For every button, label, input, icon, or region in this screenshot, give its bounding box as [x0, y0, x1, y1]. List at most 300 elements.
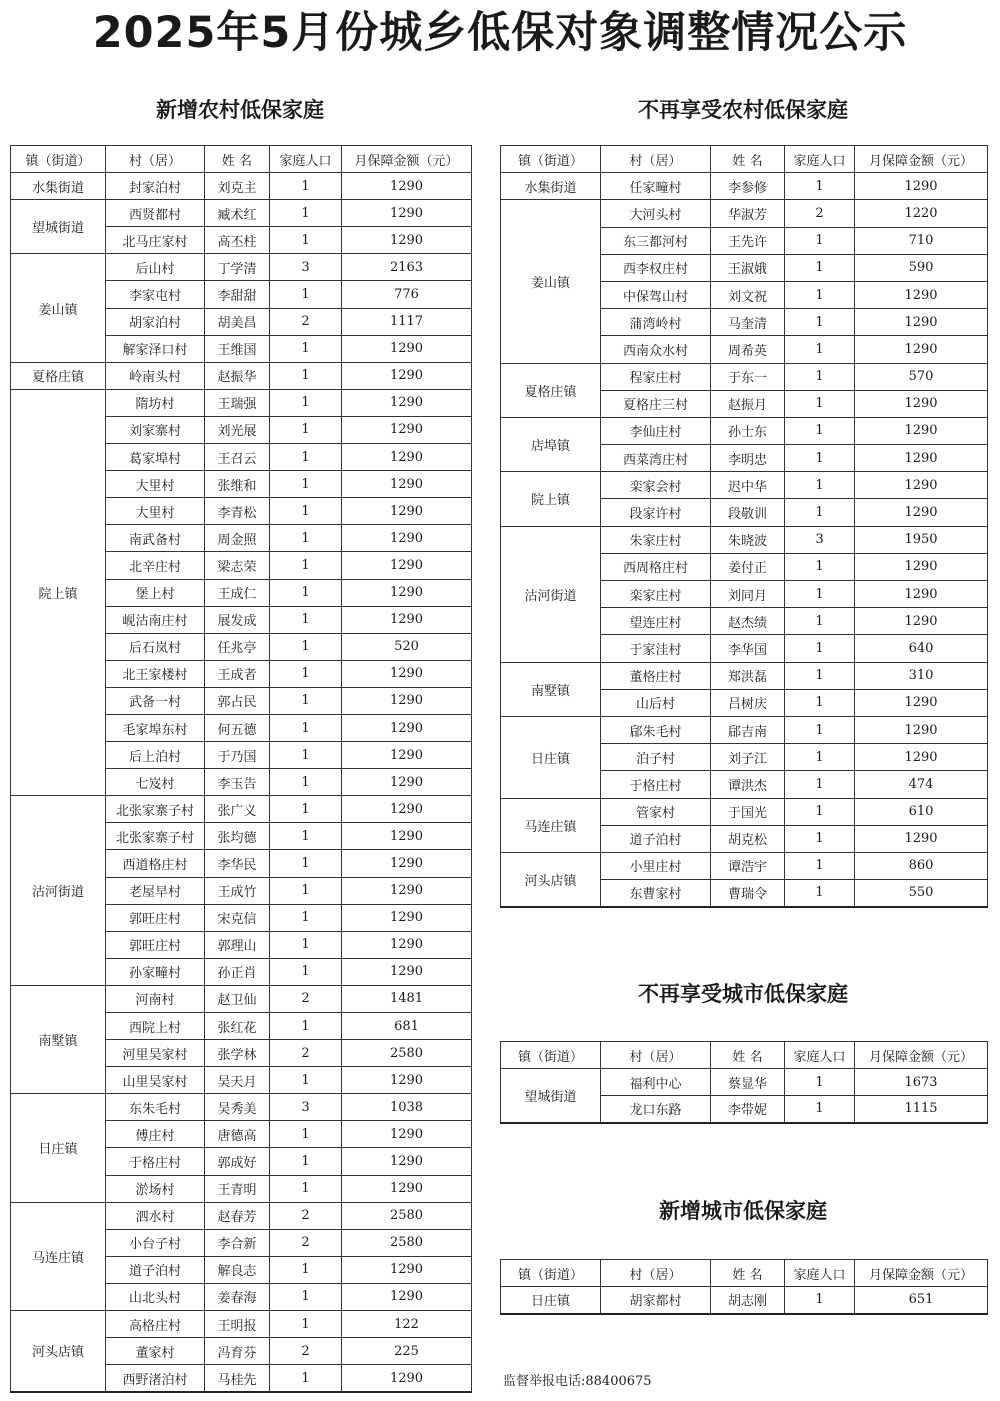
name-cell: 王淑娥: [711, 254, 785, 281]
village-cell: 封家泊村: [106, 173, 205, 200]
section-title-removed-urban: 不再享受城市低保家庭: [638, 982, 848, 1006]
name-cell: 展发成: [205, 606, 270, 633]
family-size-cell: 1: [785, 608, 855, 635]
column-header: 家庭人口: [785, 1260, 855, 1287]
village-cell: 福利中心: [601, 1069, 711, 1096]
amount-cell: 1290: [855, 608, 988, 635]
name-cell: 刘子江: [711, 744, 785, 771]
village-cell: 东三都河村: [601, 227, 711, 254]
village-cell: 孙家疃村: [106, 958, 205, 985]
village-cell: 南武备村: [106, 525, 205, 552]
village-cell: 李仙庄村: [601, 417, 711, 444]
amount-cell: 1290: [342, 552, 472, 579]
family-size-cell: 1: [270, 200, 342, 227]
village-cell: 傅庄村: [106, 1121, 205, 1148]
amount-cell: 1290: [342, 335, 472, 362]
column-header: 月保障金额（元）: [855, 146, 988, 173]
name-cell: 解良志: [205, 1256, 270, 1283]
town-cell: 日庄镇: [501, 716, 601, 798]
table-row: [11, 362, 472, 389]
family-size-cell: 1: [785, 716, 855, 743]
village-cell: 朱家庄村: [601, 526, 711, 553]
amount-cell: 1290: [342, 1148, 472, 1175]
table-row: [501, 852, 988, 879]
village-cell: 西李权庄村: [601, 254, 711, 281]
amount-cell: 1290: [342, 1121, 472, 1148]
name-cell: 刘同月: [711, 581, 785, 608]
amount-cell: 1290: [342, 742, 472, 769]
table-row: [501, 526, 988, 553]
name-cell: 王瑞强: [205, 389, 270, 416]
amount-cell: 1290: [342, 525, 472, 552]
family-size-cell: 1: [785, 880, 855, 907]
amount-cell: 1290: [855, 445, 988, 472]
amount-cell: 1290: [342, 769, 472, 796]
column-header: 村（居）: [601, 146, 711, 173]
table-row: [11, 1202, 472, 1229]
family-size-cell: 1: [270, 958, 342, 985]
village-cell: 郭旺庄村: [106, 904, 205, 931]
amount-cell: 1290: [342, 904, 472, 931]
village-cell: 解家泽口村: [106, 335, 205, 362]
village-cell: 山里吴家村: [106, 1067, 205, 1094]
name-cell: 张广义: [205, 796, 270, 823]
family-size-cell: 1: [270, 931, 342, 958]
name-cell: 谭洪杰: [711, 771, 785, 798]
amount-cell: 1290: [855, 825, 988, 852]
name-cell: 李明忠: [711, 445, 785, 472]
amount-cell: 570: [855, 363, 988, 390]
village-cell: 岭南头村: [106, 362, 205, 389]
village-cell: 北马庄家村: [106, 227, 205, 254]
name-cell: 赵春芳: [205, 1202, 270, 1229]
family-size-cell: 1: [785, 390, 855, 417]
village-cell: 北张家寨子村: [106, 796, 205, 823]
amount-cell: 1290: [342, 958, 472, 985]
family-size-cell: 1: [270, 796, 342, 823]
family-size-cell: 1: [270, 416, 342, 443]
family-size-cell: 1: [270, 769, 342, 796]
family-size-cell: 1: [270, 1067, 342, 1094]
village-cell: 西周格庄村: [601, 553, 711, 580]
name-cell: 张均德: [205, 823, 270, 850]
table-row: [501, 798, 988, 825]
amount-cell: 1290: [342, 389, 472, 416]
town-cell: 马连庄镇: [501, 798, 601, 852]
amount-cell: 1290: [855, 309, 988, 336]
name-cell: 高丕柱: [205, 227, 270, 254]
village-cell: 西野渚泊村: [106, 1365, 205, 1392]
table-row: [501, 716, 988, 743]
table-row: [501, 363, 988, 390]
amount-cell: 2580: [342, 1202, 472, 1229]
name-cell: 何五德: [205, 714, 270, 741]
family-size-cell: 1: [270, 525, 342, 552]
name-cell: 胡志刚: [711, 1287, 785, 1314]
village-cell: 李家屯村: [106, 281, 205, 308]
village-cell: 西菜湾庄村: [601, 445, 711, 472]
name-cell: 刘光展: [205, 416, 270, 443]
town-cell: 南墅镇: [501, 662, 601, 716]
name-cell: 周金照: [205, 525, 270, 552]
amount-cell: 860: [855, 852, 988, 879]
amount-cell: 225: [342, 1338, 472, 1365]
name-cell: 任兆亭: [205, 633, 270, 660]
name-cell: 刘克主: [205, 173, 270, 200]
village-cell: 管家村: [601, 798, 711, 825]
amount-cell: 1290: [855, 499, 988, 526]
family-size-cell: 3: [270, 1094, 342, 1121]
family-size-cell: 1: [785, 417, 855, 444]
village-cell: 大里村: [106, 498, 205, 525]
table-row: [501, 1287, 988, 1314]
name-cell: 郭成好: [205, 1148, 270, 1175]
name-cell: 于国光: [711, 798, 785, 825]
family-size-cell: 1: [270, 1311, 342, 1338]
village-cell: 西道格庄村: [106, 850, 205, 877]
family-size-cell: 1: [270, 823, 342, 850]
name-cell: 唐德高: [205, 1121, 270, 1148]
town-cell: 日庄镇: [11, 1094, 106, 1202]
family-size-cell: 1: [270, 606, 342, 633]
village-cell: 大河头村: [601, 200, 711, 227]
family-size-cell: 1: [785, 825, 855, 852]
amount-cell: 1290: [855, 281, 988, 308]
name-cell: 王成竹: [205, 877, 270, 904]
village-cell: 中保驾山村: [601, 281, 711, 308]
amount-cell: 1290: [342, 362, 472, 389]
table-row: [501, 200, 988, 227]
amount-cell: 122: [342, 1311, 472, 1338]
amount-cell: 1115: [855, 1096, 988, 1123]
town-cell: 南墅镇: [11, 985, 106, 1093]
name-cell: 郭理山: [205, 931, 270, 958]
village-cell: 段家许村: [601, 499, 711, 526]
village-cell: 栾家庄村: [601, 581, 711, 608]
amount-cell: 1290: [342, 173, 472, 200]
family-size-cell: 3: [785, 526, 855, 553]
name-cell: 宋克信: [205, 904, 270, 931]
family-size-cell: 1: [785, 689, 855, 716]
column-header: 镇（街道）: [501, 1260, 601, 1287]
family-size-cell: 1: [785, 281, 855, 308]
family-size-cell: 1: [270, 850, 342, 877]
family-size-cell: 1: [270, 1283, 342, 1310]
family-size-cell: 1: [270, 389, 342, 416]
amount-cell: 1290: [342, 606, 472, 633]
section-title-new-rural: 新增农村低保家庭: [156, 98, 324, 122]
family-size-cell: 1: [270, 1148, 342, 1175]
amount-cell: 1290: [855, 553, 988, 580]
village-cell: 于格庄村: [106, 1148, 205, 1175]
family-size-cell: 1: [270, 1175, 342, 1202]
amount-cell: 1290: [342, 1283, 472, 1310]
amount-cell: 1481: [342, 985, 472, 1012]
amount-cell: 1290: [342, 714, 472, 741]
family-size-cell: 1: [270, 444, 342, 471]
name-cell: 李青松: [205, 498, 270, 525]
column-header: 村（居）: [106, 146, 205, 173]
name-cell: 王维国: [205, 335, 270, 362]
amount-cell: 550: [855, 880, 988, 907]
amount-cell: 474: [855, 771, 988, 798]
name-cell: 赵杰绩: [711, 608, 785, 635]
family-size-cell: 1: [785, 852, 855, 879]
amount-cell: 1038: [342, 1094, 472, 1121]
village-cell: 葛家埠村: [106, 444, 205, 471]
table-row: [501, 662, 988, 689]
village-cell: 董格庄村: [601, 662, 711, 689]
name-cell: 华淑芳: [711, 200, 785, 227]
table-row: [11, 1094, 472, 1121]
village-cell: 刘家寨村: [106, 416, 205, 443]
family-size-cell: 1: [270, 335, 342, 362]
village-cell: 山后村: [601, 689, 711, 716]
section-title-removed-rural: 不再享受农村低保家庭: [638, 98, 848, 122]
village-cell: 武备一村: [106, 687, 205, 714]
column-header: 家庭人口: [785, 1042, 855, 1069]
table-row: [501, 472, 988, 499]
table-row: [11, 389, 472, 416]
family-size-cell: 2: [270, 1338, 342, 1365]
village-cell: 老屋早村: [106, 877, 205, 904]
family-size-cell: 1: [785, 744, 855, 771]
name-cell: 孙正肖: [205, 958, 270, 985]
village-cell: 任家疃村: [601, 173, 711, 200]
amount-cell: 2580: [342, 1040, 472, 1067]
amount-cell: 590: [855, 254, 988, 281]
amount-cell: 1290: [342, 498, 472, 525]
family-size-cell: 1: [270, 714, 342, 741]
village-cell: 山北头村: [106, 1283, 205, 1310]
family-size-cell: 1: [270, 552, 342, 579]
name-cell: 李合新: [205, 1229, 270, 1256]
name-cell: 李带妮: [711, 1096, 785, 1123]
column-header: 姓 名: [711, 146, 785, 173]
table-row: [501, 173, 988, 200]
amount-cell: 1673: [855, 1069, 988, 1096]
family-size-cell: 1: [270, 579, 342, 606]
village-cell: 郭旺庄村: [106, 931, 205, 958]
family-size-cell: 1: [270, 173, 342, 200]
town-cell: 河头店镇: [11, 1311, 106, 1392]
village-cell: 胡家泊村: [106, 308, 205, 335]
amount-cell: 1220: [855, 200, 988, 227]
table-row: [11, 254, 472, 281]
town-cell: 河头店镇: [501, 852, 601, 906]
town-cell: 日庄镇: [501, 1287, 601, 1314]
amount-cell: 1290: [342, 1365, 472, 1392]
town-cell: 姜山镇: [501, 200, 601, 363]
village-cell: 董家村: [106, 1338, 205, 1365]
column-header: 家庭人口: [270, 146, 342, 173]
family-size-cell: 1: [785, 1287, 855, 1314]
column-header: 家庭人口: [785, 146, 855, 173]
amount-cell: 1290: [855, 744, 988, 771]
family-size-cell: 1: [785, 173, 855, 200]
name-cell: 李华国: [711, 635, 785, 662]
family-size-cell: 1: [270, 1121, 342, 1148]
family-size-cell: 1: [785, 363, 855, 390]
amount-cell: 1290: [342, 796, 472, 823]
town-cell: 姜山镇: [11, 254, 106, 362]
name-cell: 段敬训: [711, 499, 785, 526]
family-size-cell: 1: [785, 581, 855, 608]
amount-cell: 2580: [342, 1229, 472, 1256]
family-size-cell: 1: [785, 771, 855, 798]
header-row: [501, 1042, 988, 1069]
column-header: 姓 名: [711, 1042, 785, 1069]
amount-cell: 1290: [342, 444, 472, 471]
village-cell: 北辛庄村: [106, 552, 205, 579]
family-size-cell: 1: [270, 742, 342, 769]
name-cell: 马桂先: [205, 1365, 270, 1392]
name-cell: 张学林: [205, 1040, 270, 1067]
family-size-cell: 1: [785, 336, 855, 363]
village-cell: 龙口东路: [601, 1096, 711, 1123]
family-size-cell: 1: [785, 798, 855, 825]
town-cell: 夏格庄镇: [501, 363, 601, 417]
amount-cell: 2163: [342, 254, 472, 281]
village-cell: 后石岚村: [106, 633, 205, 660]
name-cell: 冯育芬: [205, 1338, 270, 1365]
amount-cell: 1290: [342, 227, 472, 254]
name-cell: 张维和: [205, 471, 270, 498]
family-size-cell: 1: [270, 1256, 342, 1283]
town-cell: 马连庄镇: [11, 1202, 106, 1310]
amount-cell: 1290: [342, 1175, 472, 1202]
village-cell: 北张家寨子村: [106, 823, 205, 850]
family-size-cell: 1: [785, 227, 855, 254]
name-cell: 姜付正: [711, 553, 785, 580]
family-size-cell: 1: [785, 254, 855, 281]
name-cell: 王成者: [205, 660, 270, 687]
village-cell: 于家洼村: [601, 635, 711, 662]
family-size-cell: 1: [270, 1365, 342, 1392]
village-cell: 河南村: [106, 985, 205, 1012]
name-cell: 胡克松: [711, 825, 785, 852]
column-header: 月保障金额（元）: [855, 1260, 988, 1287]
name-cell: 孙士东: [711, 417, 785, 444]
name-cell: 吕树庆: [711, 689, 785, 716]
village-cell: 程家庄村: [601, 363, 711, 390]
amount-cell: 1290: [342, 416, 472, 443]
name-cell: 赵振月: [711, 390, 785, 417]
amount-cell: 1290: [855, 716, 988, 743]
name-cell: 梁志荣: [205, 552, 270, 579]
name-cell: 王先许: [711, 227, 785, 254]
village-cell: 隋坊村: [106, 389, 205, 416]
village-cell: 于格庄村: [601, 771, 711, 798]
family-size-cell: 1: [785, 1096, 855, 1123]
family-size-cell: 1: [270, 281, 342, 308]
town-cell: 望城街道: [11, 200, 106, 254]
amount-cell: 710: [855, 227, 988, 254]
family-size-cell: 1: [785, 635, 855, 662]
village-cell: 泊子村: [601, 744, 711, 771]
name-cell: 臧术红: [205, 200, 270, 227]
town-cell: 院上镇: [501, 472, 601, 526]
village-cell: 堡上村: [106, 579, 205, 606]
town-cell: 水集街道: [501, 173, 601, 200]
village-cell: 东朱毛村: [106, 1094, 205, 1121]
village-cell: 胡家都村: [601, 1287, 711, 1314]
village-cell: 小台子村: [106, 1229, 205, 1256]
table-row: [11, 985, 472, 1012]
town-cell: 沽河街道: [11, 796, 106, 986]
name-cell: 周希英: [711, 336, 785, 363]
village-cell: 毛家埠东村: [106, 714, 205, 741]
family-size-cell: 1: [270, 687, 342, 714]
family-size-cell: 1: [270, 1013, 342, 1040]
amount-cell: 1290: [855, 689, 988, 716]
table-row: [11, 200, 472, 227]
name-cell: 于乃国: [205, 742, 270, 769]
name-cell: 李玉告: [205, 769, 270, 796]
name-cell: 姜春海: [205, 1283, 270, 1310]
name-cell: 丁学清: [205, 254, 270, 281]
village-cell: 西贤都村: [106, 200, 205, 227]
village-cell: 七岌村: [106, 769, 205, 796]
amount-cell: 1290: [342, 1256, 472, 1283]
village-cell: 道子泊村: [601, 825, 711, 852]
column-header: 月保障金额（元）: [342, 146, 472, 173]
amount-cell: 1290: [855, 390, 988, 417]
family-size-cell: 1: [785, 472, 855, 499]
name-cell: 郭占民: [205, 687, 270, 714]
village-cell: 北王家楼村: [106, 660, 205, 687]
name-cell: 王青明: [205, 1175, 270, 1202]
village-cell: 淤场村: [106, 1175, 205, 1202]
family-size-cell: 2: [270, 1229, 342, 1256]
family-size-cell: 1: [785, 553, 855, 580]
amount-cell: 1950: [855, 526, 988, 553]
name-cell: 郑洪磊: [711, 662, 785, 689]
page-title: 2025年5月份城乡低保对象调整情况公示: [92, 8, 908, 58]
name-cell: 张红花: [205, 1013, 270, 1040]
table-removed-rural: [500, 145, 988, 908]
family-size-cell: 1: [270, 660, 342, 687]
section-title-new-urban: 新增城市低保家庭: [659, 1199, 827, 1223]
amount-cell: 1290: [342, 687, 472, 714]
family-size-cell: 1: [785, 309, 855, 336]
family-size-cell: 1: [270, 498, 342, 525]
name-cell: 赵卫仙: [205, 985, 270, 1012]
amount-cell: 1290: [342, 660, 472, 687]
table-row: [11, 796, 472, 823]
name-cell: 吴天月: [205, 1067, 270, 1094]
name-cell: 刘文祝: [711, 281, 785, 308]
amount-cell: 1117: [342, 308, 472, 335]
amount-cell: 520: [342, 633, 472, 660]
village-cell: 河里吴家村: [106, 1040, 205, 1067]
town-cell: 夏格庄镇: [11, 362, 106, 389]
amount-cell: 1290: [342, 1067, 472, 1094]
name-cell: 于东一: [711, 363, 785, 390]
family-size-cell: 1: [785, 445, 855, 472]
name-cell: 李参修: [711, 173, 785, 200]
column-header: 月保障金额（元）: [855, 1042, 988, 1069]
family-size-cell: 1: [270, 471, 342, 498]
name-cell: 朱晓波: [711, 526, 785, 553]
header-row: [501, 1260, 988, 1287]
village-cell: 后山村: [106, 254, 205, 281]
column-header: 姓 名: [711, 1260, 785, 1287]
amount-cell: 681: [342, 1013, 472, 1040]
amount-cell: 1290: [855, 336, 988, 363]
village-cell: 东曹家村: [601, 880, 711, 907]
amount-cell: 640: [855, 635, 988, 662]
